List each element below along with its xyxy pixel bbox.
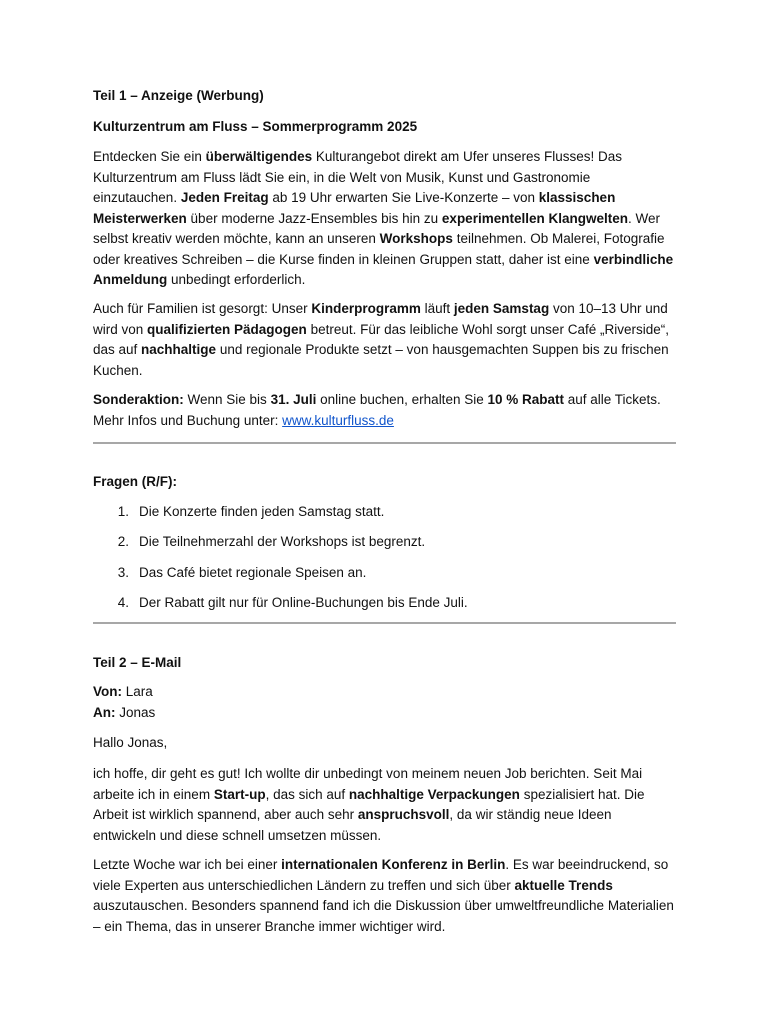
- body-text: , da wir ständig neue Ideen entwickeln und diese schnell umsetzen müssen.: [93, 807, 612, 843]
- emphasis-text: qualifizierten Pädagogen: [147, 321, 307, 337]
- emphasis-text: nachhaltige Verpackungen: [348, 786, 520, 802]
- body-text: Auch für Familien ist gesorgt: Unser: [93, 301, 312, 316]
- ad-paragraph-2: [93, 299, 676, 381]
- emphasis-text: überwältigendes: [205, 149, 313, 164]
- email-greeting: Hallo Jonas,: [93, 735, 168, 750]
- question-list: [93, 502, 676, 623]
- email-paragraph-2: [93, 855, 676, 937]
- body-text: über moderne Jazz-Ensembles bis hin zu: [186, 210, 442, 226]
- website-link[interactable]: www.kulturfluss.de: [282, 412, 394, 428]
- body-text: online buchen, erhalten Sie: [316, 392, 488, 407]
- body-text: auszutauschen. Besonders spannend fand ich die Diskussion über umweltfreundliche Materialien – ein Thema, das in unserer Branche immer wichtiger wird.: [93, 898, 674, 934]
- email-header: [93, 682, 676, 723]
- question-text: Das Café bietet regionale Speisen an.: [139, 564, 367, 580]
- body-text: Kulturangebot direkt am Ufer unseres Flusses! Das Kulturzentrum am Fluss lädt Sie ein, in die Welt von Musik, Kunst und Gastronomie einzutauchen.: [93, 149, 622, 205]
- teil2-heading: Teil 2 – E-Mail: [93, 655, 182, 670]
- email-to: [93, 703, 676, 724]
- body-text: Letzte Woche war ich bei einer: [93, 857, 282, 872]
- email-to-label: An:: [93, 704, 116, 720]
- emphasis-text: 10 % Rabatt: [487, 392, 564, 407]
- body-text: und regionale Produkte setzt – von hausgemachten Suppen bis zu frischen Kuchen.: [93, 342, 669, 378]
- body-text: . Wer selbst kreativ werden möchte, kann an unseren: [93, 210, 660, 246]
- question-text: Die Teilnehmerzahl der Workshops ist begrenzt.: [139, 534, 426, 550]
- question-number: 4.: [117, 594, 129, 610]
- body-text: Wenn Sie bis: [183, 392, 271, 407]
- body-text: auf alle Tickets. Mehr Infos und Buchung unter:: [93, 392, 661, 428]
- body-text: läuft: [420, 301, 454, 316]
- body-text: . Es war beeindruckend, so viele Experten aus unterschiedlichen Ländern zu treffen und sich über: [93, 857, 669, 893]
- question-text: Der Rabatt gilt nur für Online-Buchungen bis Ende Juli.: [139, 594, 468, 610]
- email-to-value: Jonas: [119, 704, 156, 720]
- ad-paragraph-3: [93, 390, 676, 431]
- emphasis-text: anspruchsvoll: [357, 807, 450, 822]
- body-text: ab 19 Uhr erwarten Sie Live-Konzerte – von: [268, 190, 539, 205]
- emphasis-text: Workshops: [379, 231, 453, 246]
- email-from: [93, 682, 676, 703]
- question-number: 3.: [117, 564, 129, 580]
- emphasis-text: Jeden Freitag: [180, 190, 269, 205]
- body-text: von 10–13 Uhr und wird von: [93, 301, 668, 337]
- question-item: [93, 502, 676, 532]
- question-number: 2.: [117, 534, 129, 550]
- emphasis-text: Start-up: [213, 786, 266, 802]
- body-text: Entdecken Sie ein: [93, 149, 206, 164]
- question-item: [93, 532, 676, 562]
- email-from-value: Lara: [125, 684, 153, 699]
- emphasis-text: aktuelle Trends: [514, 877, 613, 893]
- question-number: 1.: [117, 504, 129, 519]
- question-item: [93, 593, 676, 623]
- section-divider: [93, 622, 676, 624]
- emphasis-text: jeden Samstag: [453, 301, 550, 316]
- emphasis-text: experimentellen Klangwelten: [441, 210, 628, 226]
- email-from-label: Von:: [93, 684, 122, 699]
- body-text: , das sich auf: [265, 786, 349, 802]
- body-text: spezialisiert hat. Die Arbeit ist wirklich spannend, aber auch sehr: [93, 786, 645, 822]
- emphasis-text: internationalen Konferenz in Berlin: [281, 857, 506, 872]
- question-text: Die Konzerte finden jeden Samstag statt.: [139, 504, 385, 519]
- emphasis-text: nachhaltige: [141, 342, 217, 357]
- emphasis-text: 31. Juli: [270, 392, 317, 407]
- question-item: [93, 563, 676, 593]
- emphasis-text: klassischen Meisterwerken: [93, 190, 616, 226]
- section-divider: [93, 442, 676, 444]
- ad-title: Kulturzentrum am Fluss – Sommerprogramm 2025: [93, 119, 418, 134]
- teil1-heading: Teil 1 – Anzeige (Werbung): [93, 88, 264, 103]
- emphasis-text: Sonderaktion:: [93, 392, 184, 407]
- email-paragraph-1: [93, 764, 676, 846]
- body-text: unbedingt erforderlich.: [167, 272, 306, 287]
- body-text: betreut. Für das leibliche Wohl sorgt unser Café „Riverside“, das auf: [93, 321, 669, 357]
- body-text: teilnehmen. Ob Malerei, Fotografie oder kreatives Schreiben – die Kurse finden in kleinen Gruppen statt, daher ist eine: [93, 231, 665, 267]
- ad-paragraph-1: [93, 147, 676, 291]
- fragen-heading: Fragen (R/F):: [93, 474, 177, 489]
- emphasis-text: Kinderprogramm: [311, 301, 421, 316]
- body-text: ich hoffe, dir geht es gut! Ich wollte dir unbedingt von meinem neuen Job berichten. Seit Mai arbeite ich in einem: [93, 766, 643, 802]
- emphasis-text: verbindliche Anmeldung: [93, 251, 674, 287]
